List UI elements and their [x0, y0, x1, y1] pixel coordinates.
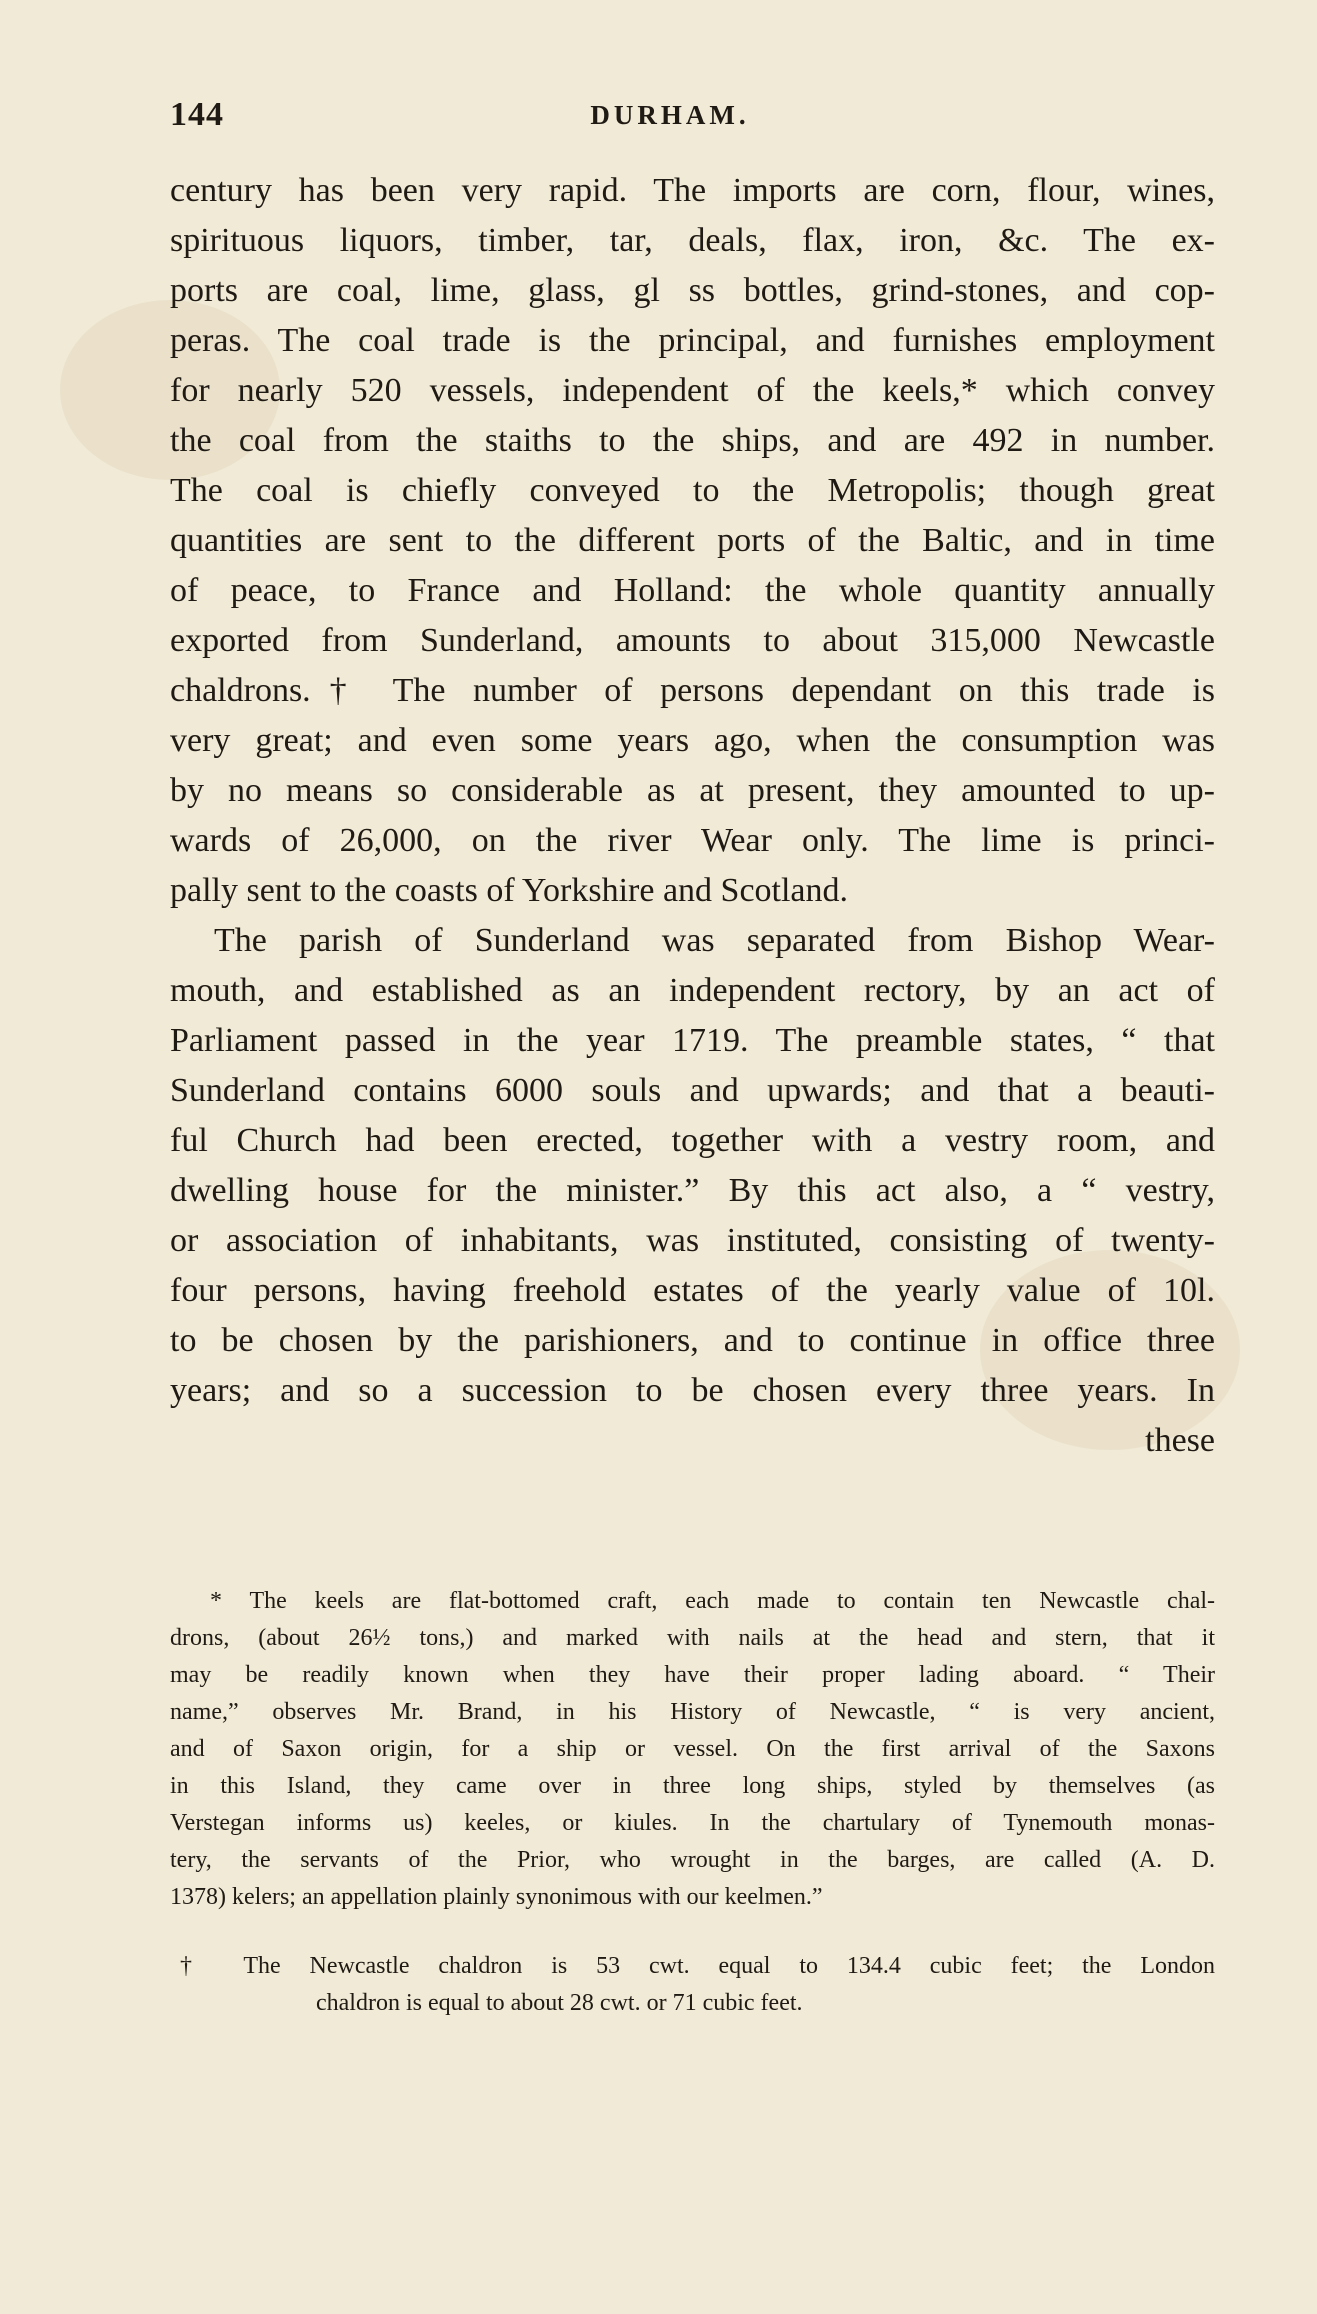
footnote-chaldron-line: chaldron is equal to about 28 cwt. or 71 cubic feet.	[316, 1990, 803, 2016]
footnote-chaldron-line: † The Newcastle chaldron is 53 cwt. equal to 134.4 cubic feet; the London	[180, 1953, 1215, 1979]
catchword: these	[1145, 1422, 1215, 1459]
text-line: quantities are sent to the different ports of the Baltic, and in time	[170, 522, 1215, 559]
footnote-keels-line: * The keels are flat-bottomed craft, each made to contain ten Newcastle chal-	[210, 1588, 1215, 1614]
text-line: pally sent to the coasts of Yorkshire and Scotland.	[170, 872, 849, 909]
text-line: for nearly 520 vessels, independent of the keels,* which convey	[170, 372, 1215, 409]
footnotes	[170, 1583, 1215, 2022]
footnote-keels-line: 1378) kelers; an appellation plainly synonimous with our keelmen.”	[170, 1884, 823, 1910]
text-line: ports are coal, lime, glass, gl ss bottles, grind-stones, and cop-	[170, 272, 1215, 309]
text-line: The parish of Sunderland was separated from Bishop Wear-	[214, 922, 1215, 959]
page-header	[170, 96, 1170, 136]
text-line: spirituous liquors, timber, tar, deals, flax, iron, &c. The ex-	[170, 222, 1215, 259]
text-line: chaldrons.† The number of persons dependant on this trade is	[170, 672, 1215, 709]
text-line: ful Church had been erected, together with a vestry room, and	[170, 1122, 1215, 1159]
footnote-keels-line: tery, the servants of the Prior, who wrought in the barges, are called (A. D.	[170, 1847, 1215, 1873]
text-line: peras. The coal trade is the principal, and furnishes employment	[170, 322, 1215, 359]
text-line: or association of inhabitants, was instituted, consisting of twenty-	[170, 1222, 1215, 1259]
text-line: the coal from the staiths to the ships, and are 492 in number.	[170, 422, 1215, 459]
page-number: 144	[170, 96, 224, 133]
text-line: by no means so considerable as at present, they amounted to up-	[170, 772, 1215, 809]
footnote-keels-line: and of Saxon origin, for a ship or vessel. On the first arrival of the Saxons	[170, 1736, 1215, 1762]
footnote-keels-line: Verstegan informs us) keeles, or kiules. In the chartulary of Tynemouth monas-	[170, 1810, 1215, 1836]
main-text	[170, 166, 1215, 1466]
footnote-keels-line: name,” observes Mr. Brand, in his History of Newcastle, “ is very ancient,	[170, 1699, 1215, 1725]
footnote-keels-line: may be readily known when they have their proper lading aboard. “ Their	[170, 1662, 1215, 1688]
text-line: Sunderland contains 6000 souls and upwards; and that a beauti-	[170, 1072, 1215, 1109]
text-line: wards of 26,000, on the river Wear only. The lime is princi-	[170, 822, 1215, 859]
text-line: of peace, to France and Holland: the whole quantity annually	[170, 572, 1215, 609]
text-line: Parliament passed in the year 1719. The preamble states, “ that	[170, 1022, 1215, 1059]
text-line: century has been very rapid. The imports are corn, flour, wines,	[170, 172, 1215, 209]
footnote-gap	[170, 1916, 1215, 1948]
running-head: DURHAM.	[590, 100, 750, 130]
text-line: mouth, and established as an independent rectory, by an act of	[170, 972, 1215, 1009]
text-line: exported from Sunderland, amounts to about 315,000 Newcastle	[170, 622, 1215, 659]
text-line: four persons, having freehold estates of the yearly value of 10l.	[170, 1272, 1215, 1309]
footnote-keels-line: drons, (about 26½ tons,) and marked with nails at the head and stern, that it	[170, 1625, 1215, 1651]
text-line: years; and so a succession to be chosen every three years. In	[170, 1372, 1215, 1409]
text-line: to be chosen by the parishioners, and to continue in office three	[170, 1322, 1215, 1359]
text-line: The coal is chiefly conveyed to the Metropolis; though great	[170, 472, 1215, 509]
text-line: very great; and even some years ago, when the consumption was	[170, 722, 1215, 759]
footnote-keels-line: in this Island, they came over in three long ships, styled by themselves (as	[170, 1773, 1215, 1799]
text-line: dwelling house for the minister.” By this act also, a “ vestry,	[170, 1172, 1215, 1209]
